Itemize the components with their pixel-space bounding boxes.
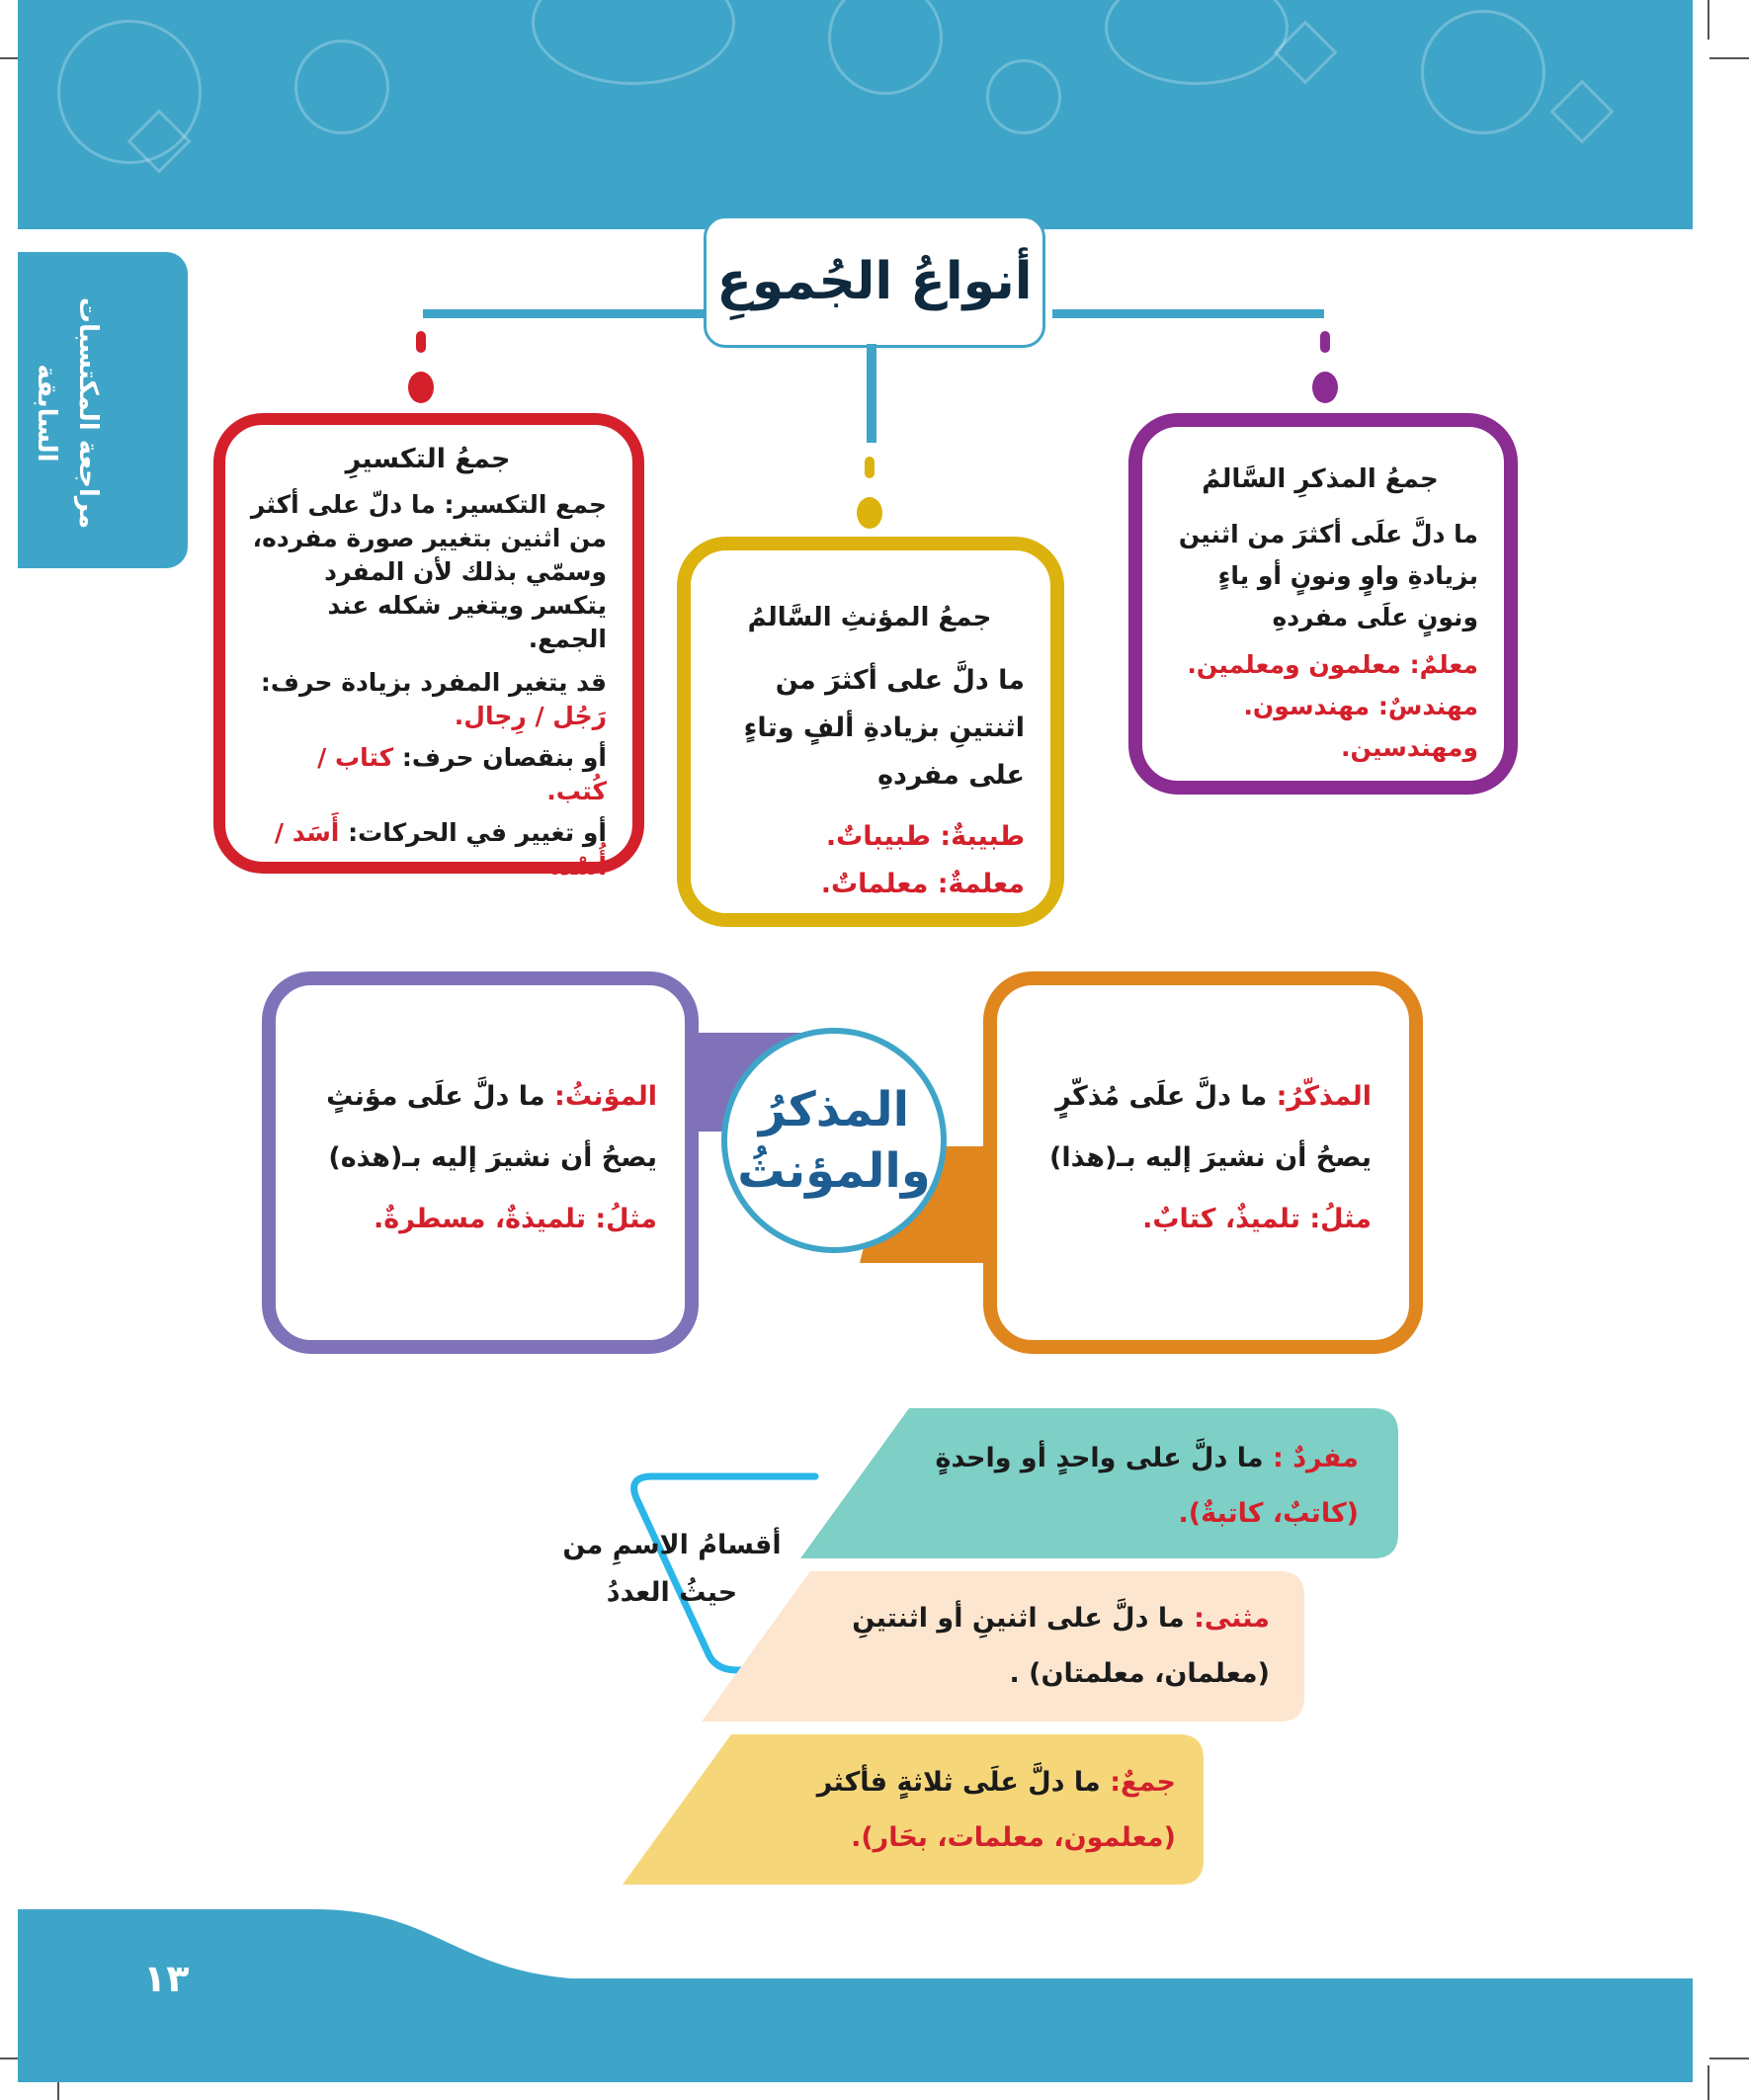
- label: جمعٌ:: [1110, 1767, 1176, 1798]
- band-singular: [889, 1423, 1359, 1552]
- card-title: جمعُ المذكرِ السَّالمُ: [1202, 464, 1439, 494]
- title-connector-down: [867, 344, 876, 443]
- pointer: يصحُ أن نشيرَ إليه بـ(هذا): [1049, 1142, 1372, 1173]
- title-box: [704, 215, 1045, 348]
- card-broken-plural: [213, 413, 644, 881]
- crop-mark: [1709, 2058, 1749, 2059]
- circle-line: والمؤنثُ: [737, 1143, 931, 1199]
- connector-dot: [408, 372, 434, 403]
- footer-band: [18, 1909, 1693, 2082]
- example: معلمٌ: معلمون ومعلمين.: [1187, 650, 1478, 679]
- connector-dot: [857, 497, 882, 529]
- card-feminine: [262, 971, 699, 1354]
- crop-mark: [1707, 0, 1709, 40]
- rule-text: قد يتغير المفرد بزيادة حرف:: [260, 668, 607, 697]
- crop-mark: [1707, 2065, 1709, 2100]
- definition: ما دلَّ علَى أكثرَ من اثنين بزيادةِ واوٍ ونونٍ أو ياءٍ ونونٍ علَى مفردهِ: [1178, 520, 1478, 631]
- label: مثنى:: [1194, 1603, 1270, 1634]
- label: المؤنثُ:: [554, 1081, 657, 1112]
- definition: ما دلَّ على أكثرَ من اثنتينِ بزيادةِ ألفٍ وتاءٍ على مفردهِ: [743, 665, 1025, 791]
- pattern-circle: [986, 59, 1061, 134]
- pattern-circle: [532, 0, 735, 85]
- example: (كاتبٌ، كاتبةٌ).: [1178, 1498, 1359, 1529]
- connector-stem: [865, 457, 874, 478]
- definition: ما دلَّ علَى مُذكّرٍ: [1055, 1081, 1268, 1112]
- pattern-circle: [1105, 0, 1289, 85]
- header-band: [18, 0, 1693, 229]
- footer-wave: [18, 1909, 1693, 1988]
- example: (معلمون، معلمات، بحَار).: [851, 1822, 1176, 1853]
- definition: ما دلَّ على اثنينِ أو اثنتينِ: [852, 1603, 1185, 1634]
- connector-dot: [1312, 372, 1338, 403]
- example: أَسَد / أُسْد.: [274, 818, 607, 881]
- pattern-diamond: [1549, 79, 1614, 143]
- definition: ما دلَّ علَى مؤنثٍ: [326, 1081, 545, 1112]
- card-masculine-plural: [1128, 413, 1518, 795]
- example: كتاب / كُتب.: [317, 743, 607, 805]
- example: معلمةٌ: معلماتٌ.: [820, 869, 1025, 899]
- circle-line: المذكرُ: [758, 1082, 910, 1137]
- example: رَجُل / رِجال.: [454, 702, 607, 730]
- example: ومهندسين.: [1341, 733, 1478, 762]
- card-feminine-plural: [677, 537, 1064, 927]
- rule-text: أو تغيير في الحركات:: [348, 818, 607, 847]
- card-masculine: [983, 971, 1423, 1354]
- page-number: ١٣: [143, 1957, 190, 2000]
- number-section-label: أقسامُ الاسمِ من حيثُ العددُ: [562, 1530, 782, 1608]
- connector-stem: [1320, 331, 1330, 353]
- pointer: يصحُ أن نشيرَ إليه بـ(هذه): [328, 1142, 657, 1173]
- pattern-circle: [1421, 10, 1545, 134]
- gender-circle: [721, 1028, 947, 1253]
- example: مثلُ: تلميذٌ، كتابٌ.: [1142, 1204, 1372, 1234]
- band-dual: [800, 1583, 1270, 1712]
- connector-stem: [416, 331, 426, 353]
- pattern-circle: [828, 0, 943, 95]
- definition: ما دلَّ على واحدٍ أو واحدةٍ: [935, 1443, 1264, 1473]
- label: مفردٌ :: [1273, 1443, 1359, 1473]
- definition: جمع التكسير: ما دلّ على أكثر من اثنين بتغيير صورة مفرده، وسمّي بذلك لأن المفرد يتكسر ويتغير شكله عند الجمع.: [250, 490, 607, 653]
- example: (معلمان، معلمتان) .: [1009, 1658, 1270, 1689]
- rule-text: أو بنقصان حرف:: [401, 743, 607, 772]
- card-title: جمعُ المؤنثِ السَّالمُ: [747, 603, 992, 632]
- definition: ما دلَّ علَى ثلاثةٍ فأكثر: [816, 1767, 1101, 1798]
- card-title: جمعُ التكسيرِ: [345, 444, 511, 474]
- example: طبيبةٌ: طبيباتٌ.: [825, 821, 1025, 852]
- band-plural: [711, 1747, 1176, 1876]
- pattern-circle: [294, 40, 389, 134]
- title-connector-left: [423, 309, 705, 318]
- example: مثلُ: تلميذةٌ، مسطرةٌ.: [374, 1204, 657, 1234]
- side-tab-label: مراجعة المكتسبات السابقة: [32, 296, 103, 530]
- label: المذكّرُ:: [1276, 1081, 1372, 1112]
- crop-mark: [1709, 57, 1749, 59]
- title-connector-right: [1052, 309, 1324, 318]
- page-title: أنواعُ الجُموعِ: [716, 252, 1033, 311]
- example: مهندسٌ: مهندسون.: [1243, 692, 1478, 720]
